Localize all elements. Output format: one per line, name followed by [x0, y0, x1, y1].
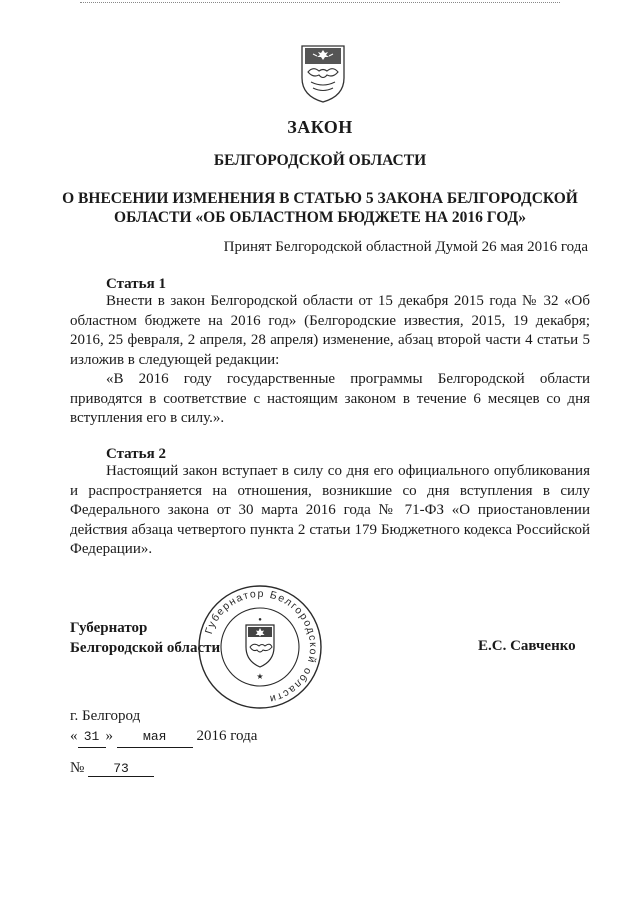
seal-text: Губернатор Белгородской области: [202, 587, 320, 706]
date-year: 2016 года: [196, 728, 258, 744]
signatory-name: Е.С. Савченко: [478, 638, 576, 654]
article-1-paragraph-1: Внести в закон Белгородской области от 15 декабря 2015 года № 32 «Об областном бюджете на 2016 год» (Белгородские известия, 2015, 19 декабря; 2016, 25 февраля, 2 апреля, 28 апреля) изменение, абзац второй части 4 статьи 5 изложив в следующей редакции:: [70, 293, 590, 368]
document-subject: [40, 189, 600, 227]
law-number: [70, 760, 154, 777]
scan-edge-marks: [80, 2, 560, 4]
number-label: №: [70, 760, 85, 776]
subject-line-2: ОБЛАСТИ «ОБ ОБЛАСТНОМ БЮДЖЕТЕ НА 2016 ГОД»: [114, 209, 526, 226]
date-month: мая: [117, 727, 193, 748]
article-1-title: Статья 1: [106, 276, 166, 292]
subject-line-1: О ВНЕСЕНИИ ИЗМЕНЕНИЯ В СТАТЬЮ 5 ЗАКОНА БЕЛГОРОДСКОЙ: [62, 190, 578, 207]
document-region: БЕЛГОРОДСКОЙ ОБЛАСТИ: [213, 152, 427, 169]
coat-of-arms-icon: [299, 44, 347, 104]
official-seal-icon: [196, 583, 324, 711]
position-line-2: Белгородской области: [70, 640, 221, 656]
article-2-paragraph-1: Настоящий закон вступает в силу со дня его официального опубликования и распространяется на отношения, возникшие со дня вступления в силу Федерального закона от 30 марта 2016 года № 71-ФЗ «О приостановлении действия абзаца четвертого пункта 2 статьи 179 Бюджетного кодекса Российской Федерации».: [70, 463, 590, 557]
svg-text:●: ●: [258, 617, 262, 623]
document-title: ЗАКОН: [287, 117, 353, 137]
signing-city: г. Белгород: [70, 708, 141, 724]
article-1-body: [70, 292, 590, 429]
article-1-paragraph-2: «В 2016 году государственные программы Белгородской области приводятся в соответствие с настоящим законом в течение 6 месяцев со дня вступления его в силу.».: [70, 371, 590, 426]
number-value: 73: [88, 761, 154, 777]
position-line-1: Губернатор: [70, 620, 148, 636]
signing-place-date: [70, 706, 257, 748]
date-quote-close: »: [105, 728, 113, 744]
date-quote-open: «: [70, 728, 78, 744]
date-day: 31: [78, 727, 106, 748]
article-2-body: [70, 462, 590, 560]
adoption-note: Принят Белгородской областной Думой 26 мая 2016 года: [223, 239, 588, 255]
article-2-title: Статья 2: [106, 446, 166, 462]
signing-date: [70, 726, 257, 748]
svg-text:★: ★: [256, 672, 264, 681]
svg-text:Губернатор Белгородской област: [203, 588, 319, 705]
